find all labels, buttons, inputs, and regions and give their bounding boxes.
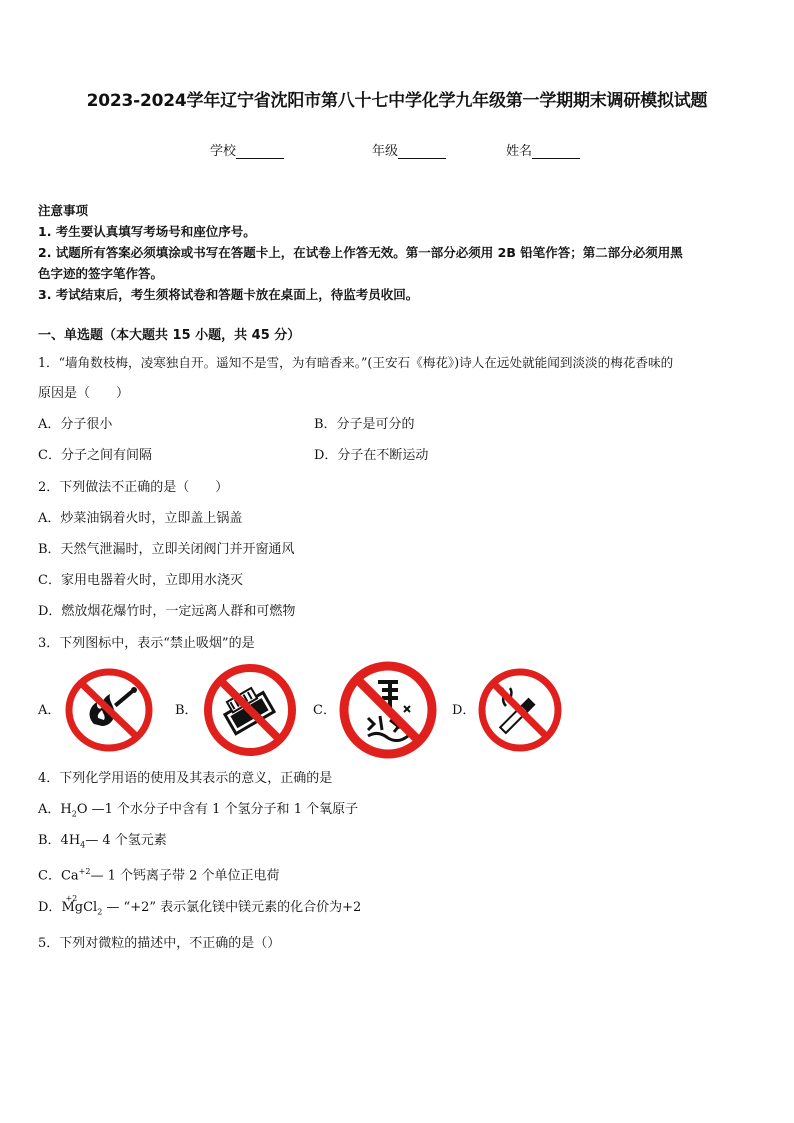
q4-b-prefix: B．4H <box>38 833 81 848</box>
q4-d-rest: — “+2” 表示氯化镁中镁元素的化合价为+2 <box>102 900 362 915</box>
q4-d-sub: 2 <box>97 907 103 917</box>
q4-a-rest: O —1 个水分子中含有 1 个氢分子和 1 个氧原子 <box>76 802 359 817</box>
q4-b-sub: 4 <box>80 840 86 850</box>
notice-item-2-cont: 色字迹的签字笔作答。 <box>38 266 164 281</box>
name-blank[interactable] <box>532 144 580 159</box>
q1-option-d[interactable]: D．分子在不断运动 <box>314 448 429 463</box>
q4-c-prefix: C．Ca <box>38 868 79 884</box>
school-label: 学校 <box>210 144 237 159</box>
q3-option-a-label[interactable]: A． <box>38 703 61 718</box>
q1-option-a[interactable]: A．分子很小 <box>38 417 113 432</box>
notice-heading: 注意事项 <box>38 203 89 218</box>
name-label: 姓名 <box>506 144 533 159</box>
q4-stem: 4．下列化学用语的使用及其表示的意义，正确的是 <box>38 771 333 786</box>
school-blank[interactable] <box>236 144 284 159</box>
notice-item-2: 2. 试题所有答案必须填涂或书写在答题卡上，在试卷上作答无效。第一部分必须用 2B 铅笔作答；第二部分必须用黑 <box>38 245 683 260</box>
q2-option-d[interactable]: D．燃放烟花爆竹时，一定远离人群和可燃物 <box>38 604 296 619</box>
q4-option-d[interactable] <box>38 894 362 921</box>
q2-stem: 2．下列做法不正确的是（ ） <box>38 480 229 495</box>
section-heading: 一、单选题（本大题共 15 小题，共 45 分） <box>38 328 301 343</box>
q4-d-gcl: gCl <box>74 900 98 915</box>
q3-option-c-label[interactable]: C． <box>313 703 336 718</box>
q4-d-valence: +2 <box>65 894 78 903</box>
q3-option-d-label[interactable]: D． <box>452 703 476 718</box>
name-field[interactable] <box>506 140 580 159</box>
grade-label: 年级 <box>372 144 399 159</box>
no-matches-sign-icon[interactable] <box>202 662 298 758</box>
q2-option-c[interactable]: C．家用电器着火时，立即用水浇灭 <box>38 573 243 588</box>
q4-option-b[interactable] <box>38 833 167 854</box>
notice-item-1: 1. 考生要认真填写考场号和座位序号。 <box>38 224 256 239</box>
q4-option-a[interactable] <box>38 802 358 823</box>
no-fireworks-sign-icon[interactable] <box>338 660 438 760</box>
no-fire-sign-icon[interactable] <box>64 666 154 754</box>
q4-d-m: M <box>61 900 75 915</box>
grade-blank[interactable] <box>398 144 446 159</box>
q4-a-sub: 2 <box>71 809 77 819</box>
q1-option-c[interactable]: C．分子之间有间隔 <box>38 448 152 463</box>
q3-stem: 3．下列图标中，表示“禁止吸烟”的是 <box>38 636 255 651</box>
q4-option-c[interactable] <box>38 864 280 884</box>
q4-b-rest: — 4 个氢元素 <box>85 833 167 848</box>
q1-stem-line2: 原因是（ ） <box>38 386 130 401</box>
q1-option-b[interactable]: B．分子是可分的 <box>314 417 415 432</box>
q1-stem-line1: 1．“墙角数枝梅，凌寒独自开。遥知不是雪，为有暗香来。”(王安石《梅花》)诗人在远处就能闻到淡淡的梅花香味的 <box>38 355 674 370</box>
q4-a-prefix: A．H <box>38 802 72 817</box>
notice-item-3: 3. 考试结束后，考生须将试卷和答题卡放在桌面上，待监考员收回。 <box>38 287 419 302</box>
q4-d-prefix: D． <box>38 900 62 915</box>
q3-option-b-label[interactable]: B． <box>175 703 198 718</box>
q2-option-a[interactable]: A．炒菜油锅着火时，立即盖上锅盖 <box>38 511 243 526</box>
q5-stem: 5．下列对微粒的描述中，不正确的是（） <box>38 936 281 951</box>
page-title: 2023-2024学年辽宁省沈阳市第八十七中学化学九年级第一学期期末调研模拟试题 <box>86 91 708 111</box>
grade-field[interactable] <box>372 140 446 159</box>
q4-d-formula <box>61 894 78 916</box>
school-field[interactable] <box>210 140 284 159</box>
q2-option-b[interactable]: B．天然气泄漏时，立即关闭阀门并开窗通风 <box>38 542 295 557</box>
q4-c-sup: +2 <box>78 867 91 876</box>
q4-c-rest: — 1 个钙离子带 2 个单位正电荷 <box>90 868 280 884</box>
no-smoking-sign-icon[interactable] <box>476 666 564 754</box>
